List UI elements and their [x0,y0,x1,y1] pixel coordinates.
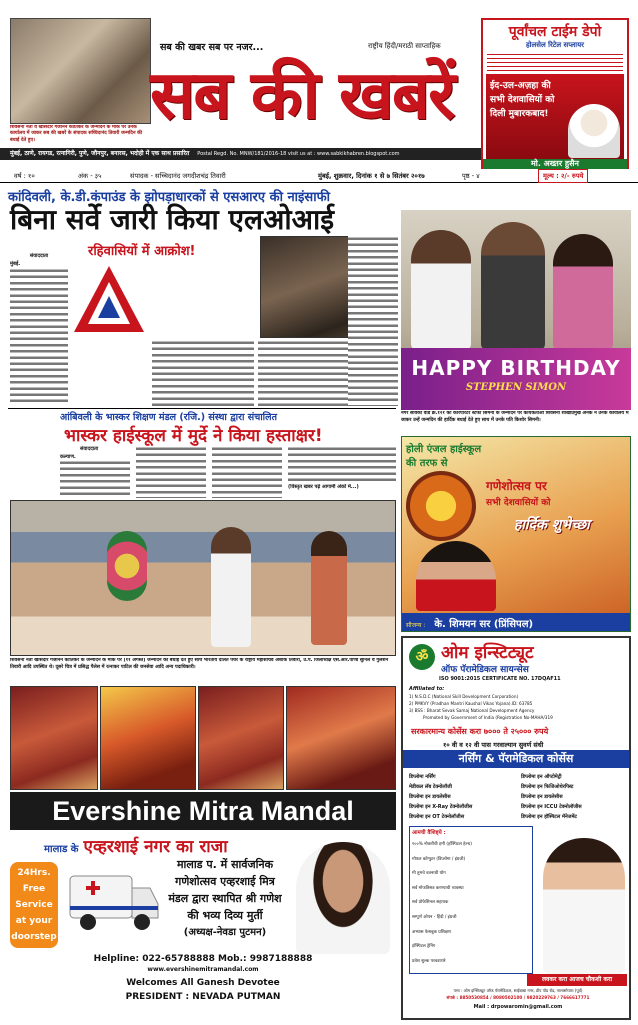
om-aff4: Promoted by Government of India (Registration No-MAHA/319 [423,715,553,720]
ad-greet3: दिली मुबारकबाद! [490,109,549,119]
om-course-right: डिप्लोमा इन फिजिओथेरपिस्ट [521,784,574,790]
school-city: कल्याण. [60,454,76,460]
mandal-malad-pre: मालाड के [44,844,79,855]
ganesh-photo-1 [10,686,98,790]
om-sub: ऑफ पॅरामेडिकल सायन्सेस [441,665,529,675]
birthday-caption: नगर सेविका वार्ड क्र.१२१ की कारपोरेटर स्टेफी सिमनी के जन्मदिन पर कार्यकर्ताओं शिवसेना शाखाप्रमुख अनेक ने उनके कार्यालय में जाकर उन्हें जन्मदिन की हार्दिक बधाई देते हुए साथ में उनके पति किशोर सिमनी। [401,411,629,423]
holy-wish3: हार्दिक शुभेच्छा [514,517,590,533]
lead-city: मुंबई. [10,261,21,267]
ad-sub: होलसेल रिटेल सप्लायर [525,41,585,49]
school-kicker: आंबिवली के भास्कर शिक्षण मंडल (रजि.) संस्था द्वारा संचालित [60,412,278,423]
om-phone: संपर्क : 8850530854 / 8080502100 / 9820229763 / 7666617771 [446,995,590,1000]
mandal-title-row [44,834,228,857]
masthead-city-strip [0,148,481,160]
mandal-line-3: मंडल द्वारा स्थापित श्री गणेश [168,892,282,905]
om-feature: सर्व प्रोफेशिनल सहायक [412,900,449,906]
om-fee: सरकारमान्य कोर्सेस करा ७००० ते २५००० रुपये [411,727,549,736]
ad-portrait [568,104,620,158]
birthday-name: STEPHEN SIMON [465,382,567,393]
school-headline: भास्कर हाईस्कूल में मुर्दे ने किया हस्ताक्षर! [64,426,323,446]
masthead-date-strip [0,170,638,183]
om-course-right: डिप्लोमा इन हॉस्पिटल मॅनेजमेंट [521,814,577,820]
mandal-president: PRESIDENT : NEVADA PUTMAN [125,992,281,1002]
school-col3 [212,446,282,498]
holy-school: होली एंजल हाईस्कूल [406,444,482,455]
om-feature: हॉस्पिटल ट्रेनिंग [412,944,436,950]
om-admission: लवकर करा आजच चौकशी करा [527,974,627,986]
om-feature: अभ्यास फेसबुक प्रशिक्षण [412,929,451,935]
mandal-web: www.evershinemitramandal.com [147,966,259,973]
holy-wish2: सभी देशवासियों को [486,498,551,508]
om-band: नर्सिंग & पॅरामेडिकल कोर्सेस [403,750,629,768]
holy-courtesy: सौजन्य : [406,622,426,629]
sra-logo [70,262,148,340]
school-byline: संवाददाता [80,446,99,452]
om-feature: मोफत कॉम्पुटर (डिप्लोमा / इंग्रजी) [412,856,466,862]
ad-om-institute [401,636,631,1020]
om-features-title: आमची वैशिष्ट्ये : [412,830,446,836]
om-course-left: मेडीकल लॅब टेक्नोलॉजी [409,784,452,790]
ad-brand: पूर्वांचल टाईम डेपो [508,24,602,40]
group-photo-flowers [107,531,147,601]
lead-col2 [152,340,254,406]
om-aff2: 2) PMKVY (Pradhan Mantri Kaushal Vikas Yojana).ID: 63785 [409,701,533,706]
om-course-left: डिप्लोमा नर्सिंग [409,774,436,780]
ganesh-photo-2 [100,686,196,790]
group-photo-person [211,527,251,647]
holy-principal [416,541,496,611]
masthead-photo-caption: शिवसेना नेता व खासदार गजानन कीर्तिकर के जन्मदिन के मौके पर उनके कार्यालय में जाकर सब की खबरें के संपादक सच्चिदानंद तिवारी जन्मदिन की बधाई देते हुए। [10,125,143,143]
lead-headline: बिना सर्वे जारी किया एलओआई [10,203,334,236]
ad-address-bar [487,51,623,71]
masthead-postal: Postal Regd. No. MNW/181/2016-18 visit us at : www.sabkikhabren.blogspot.com [197,151,400,157]
om-elig: १० वी व १२ वी पास गरवाल्यान सुवर्ण संधी [443,741,544,749]
group-photo-caption: शिवसेना नेता खासदार गजानन कीर्तिकर के जन्मदिन के मौके पर (११ अगस्त) जन्मदिन की बधाई देते हुए साथ भारतीय दलित पैंथर के राष्ट्रीय महासचिव अशोक तिवारी, उ.प. जिलाध्यक्ष एस.आर.पाण्डे सुनिल व गुलशन तिवारी आदि उपस्थित थे। दूसरे चित्र में प्रसिद्ध पैलेस में रत्नाकर पाटिल की जनसेवा आदि अन्य पदाधिकारी। [10,658,389,670]
school-more: (विस्तृत खबर पढ़ें आगामी अंकों में...) [288,484,359,490]
ganesh-photo-3 [198,686,284,790]
om-features-box [409,826,533,974]
mandal-line-1: मालाड प. में सार्वजनिक [176,858,274,871]
om-feature: सर्व मोफतिसत्र करण्याची व्यवस्था [412,885,464,891]
mandal-service-1: 24Hrs. [17,868,51,878]
ambulance-icon [66,862,162,938]
om-aff1: 1) N.S.D.C (National Skill Development Corporation) [409,694,519,699]
birthday-person-3 [553,234,613,350]
om-feature: सम्पूर्ण ओपन - हिंदी / इंग्रजी [412,914,457,920]
mandal-line-2: गणेशोत्सव एव्हरशाई मित्र [175,875,275,888]
masthead-price: मूल्य : २/- रुपये [538,169,588,183]
lead-byline: संवाददाता [29,253,49,259]
om-mail: Mail : drpowaromin@gmail.com [473,1004,563,1010]
om-course-right: डिप्लोमा इन डायलेसीस [521,794,563,800]
om-logo-icon: ॐ [409,644,435,670]
birthday-person-1 [411,230,471,350]
birthday-banner-text: HAPPY BIRTHDAY [411,356,621,380]
mandal-line-5: (अध्यक्ष-नेवडा पुटमन) [183,927,267,938]
group-photo [10,500,396,656]
masthead-issue: अंक - ३५ [78,172,102,180]
om-course-left: डिप्लोमा इन डायलेसीस [409,794,451,800]
mandal-service-3: Service [15,900,53,910]
mandal-president-photo [296,842,390,954]
lead-col1 [10,268,68,406]
ad-greet-panel [486,74,624,160]
group-photo-person-2 [311,531,347,645]
masthead-type: राष्ट्रीय हिंदी/मराठी साप्ताहिक [368,42,441,50]
birthday-banner [401,348,631,410]
om-address: पत्ता : ओम इन्स्टिट्यूट ऑफ पॅरामेडिकल, साईबाबा नगर, डीप पॉड रोड, नालासोपारा (पूर्व) [453,988,583,993]
ad-holy-angel [401,436,631,632]
om-course-left: डिप्लोमा इन OT टेक्नोलॉजीस [409,814,465,820]
lead-col-right2 [348,236,398,406]
om-course-right: डिप्लोमा इन ICCU टेक्नोलॉजीस [521,804,582,810]
lead-subhead: रहिवासियों में आक्रोश! [88,244,196,259]
masthead-tagline: सब की खबर सब पर नजर... [160,42,264,53]
ad-name: मो. अख्तर हुसैन [483,159,627,169]
masthead-pages: पृष्ठ - ४ [462,172,480,180]
mandal-welcome: Welcomes All Ganesh Devotee [126,978,280,988]
ad-greet1: ईद-उल-अज़हा की [490,81,551,91]
om-aff3: 3) BSS : Bharat Sevak Samaj National Development Agency [409,708,535,713]
masthead-cities: मुंबई, ठाणे, रायगड, रत्नागिरी, पुणे, जौनपुर, बनारस, भदोही में एक साथ प्रसारित [10,150,190,157]
holy-sub: की तरफ से [406,458,448,469]
om-nurse [543,838,625,974]
school-col1 [60,460,130,498]
om-feature: १००% नोकरीची हमी (हॉस्पिटल हेल्थ) [412,842,472,847]
mandal-text [160,856,290,941]
om-feature: मी तुमचे वतनाधी योग [412,871,446,877]
om-feature: प्रवेश शुल्क परवडणारे [412,958,446,964]
mandal-line-4: की भव्य दिव्य मुर्ती [187,909,263,922]
birthday-person-2 [481,222,545,350]
divider-school [8,408,396,409]
mandal-service-4: at your [15,916,53,926]
masthead-dateline: मुंबई, शुक्रवार, दिनांक १ से ७ सितंबर २०१७ [318,172,425,180]
lead-kicker: कांदिवली, के.डी.कंपाउंड के झोपड़ाधारकों से एसआरए की नाइंसाफी [8,190,330,205]
school-col4 [288,446,396,482]
mandal-service-2: Free [22,884,46,894]
mandal-malad-title: एव्हरशाई नगर का राजा [83,837,228,857]
om-affiliated: Affiliated to: [409,686,445,692]
om-courses-left [409,772,517,822]
mandal-service-5: doorstep [11,932,57,942]
ganesh-photo-4 [286,686,396,790]
mandal-service-box [10,862,58,948]
birthday-photo [401,210,631,410]
masthead-photo [10,18,151,124]
masthead-title: सब की खबरें [150,55,454,134]
holy-name-bar [402,613,630,631]
mandal-name: Evershine Mitra Mandal [10,792,396,830]
sra-logo-icon [70,262,148,340]
om-name: ओम इन्स्टिट्यूट [441,643,534,663]
ad-purvanchal [481,18,629,169]
masthead-editor: संपादक - सच्चिदानंद जगदीशचंद्र तिवारी [130,172,226,180]
holy-ganesh [406,471,476,541]
om-course-right: डिप्लोमा इन ऑप्टोमेट्री [521,774,562,780]
om-course-left: डिप्लोमा इन X-Ray टेक्नोलॉजीस [409,804,473,810]
holy-wish1: गणेशोत्सव पर [486,479,547,493]
mandal-helpline: Helpline: 022-65788888 Mob.: 9987188888 [93,954,313,964]
ad-greet2: सभी देशवासियों को [490,95,555,105]
school-col2 [136,446,206,498]
om-cert: ISO 9001:2015 CERTIFICATE NO. 17DQAF11 [439,676,561,682]
mandal-ambulance [66,862,162,938]
masthead-year: वर्ष : १० [14,172,35,180]
holy-name: के. शिमयन सर (प्रिंसिपल) [434,619,534,630]
om-courses-right [521,772,629,822]
